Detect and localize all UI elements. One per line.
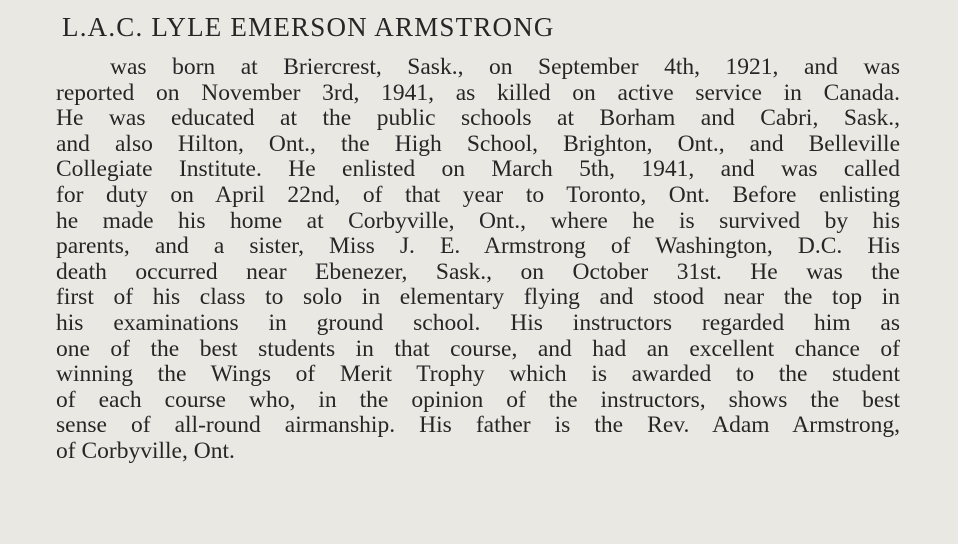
text-line: of Corbyville, Ont. <box>56 437 235 464</box>
text-line: for duty on April 22nd, of that year to Toronto, Ont. Before enlisting <box>56 181 900 208</box>
text-line: parents, and a sister, Miss J. E. Armstrong of Washington, D.C. His <box>56 233 900 260</box>
text-line: He was educated at the public schools at Borham and Cabri, Sask., <box>56 105 900 132</box>
text-line: his examinations in ground school. His instructors regarded him as <box>56 309 900 336</box>
text-line: reported on November 3rd, 1941, as killed on active service in Canada. <box>56 79 900 106</box>
text-line: was born at Briercrest, Sask., on September 4th, 1921, and was <box>110 54 900 80</box>
text-line: Collegiate Institute. He enlisted on March 5th, 1941, and was called <box>56 156 900 183</box>
text-line: sense of all-round airmanship. His father is the Rev. Adam Armstrong, <box>56 412 900 439</box>
page-title: L.A.C. LYLE EMERSON ARMSTRONG <box>62 12 555 42</box>
text-line: of each course who, in the opinion of the instructors, shows the best <box>56 386 900 413</box>
text-line: and also Hilton, Ont., the High School, Brighton, Ont., and Belleville <box>56 130 900 157</box>
text-line: he made his home at Corbyville, Ont., where he is survived by his <box>56 207 900 234</box>
text-line: winning the Wings of Merit Trophy which is awarded to the student <box>56 361 900 388</box>
text-line: death occurred near Ebenezer, Sask., on October 31st. He was the <box>56 258 900 285</box>
text-line: first of his class to solo in elementary flying and stood near the top in <box>56 284 900 311</box>
biography-paragraph <box>56 55 900 465</box>
text-line: one of the best students in that course, and had an excellent chance of <box>56 335 900 362</box>
